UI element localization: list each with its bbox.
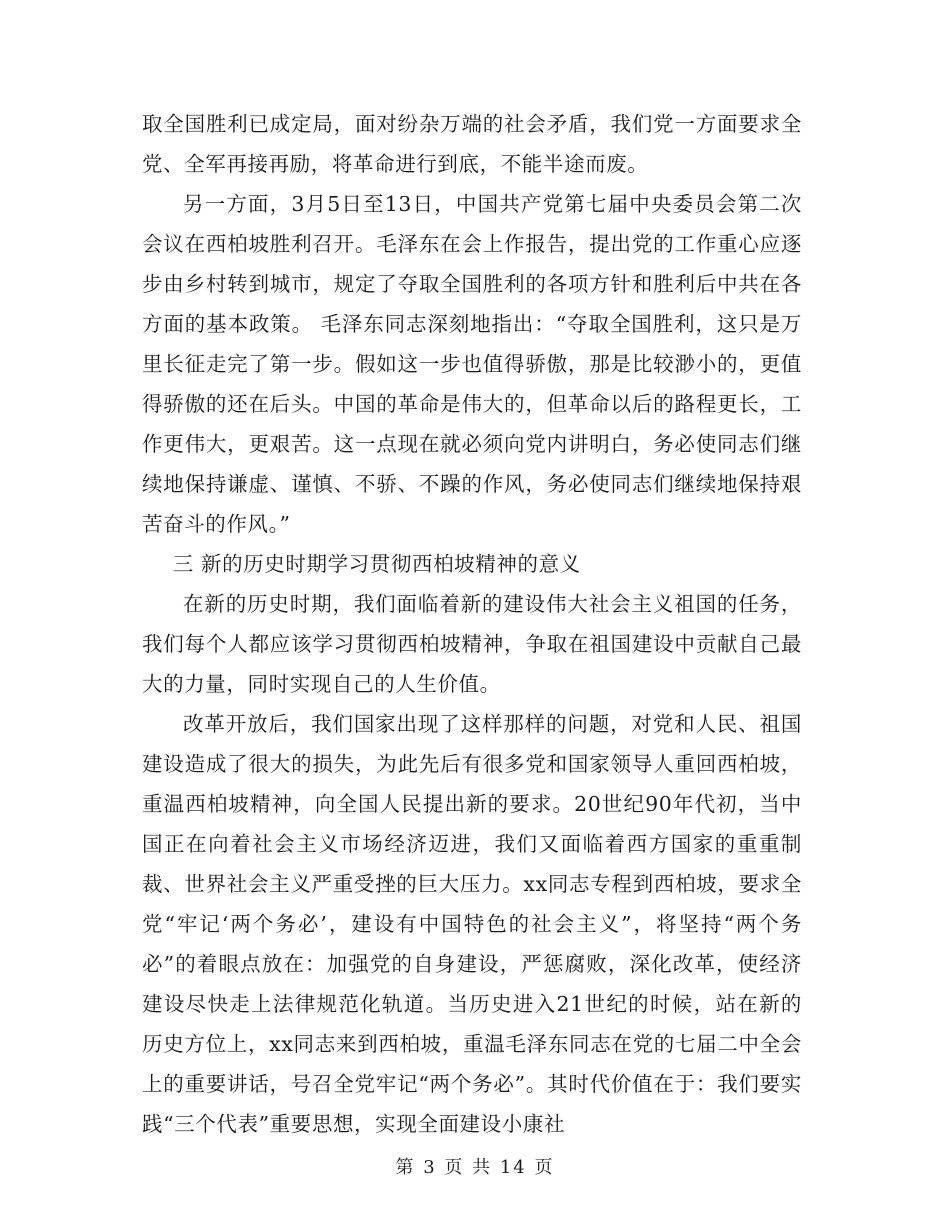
page-number-footer: 第 3 页 共 14 页 <box>395 1157 555 1178</box>
paragraph-new-era: 在新的历史时期，我们面临着新的建设伟大社会主义祖国的任务，我们每个人都应该学习贯彻西柏坡精神，争取在祖国建设中贡献自己最大的力量，同时实现自己的人生价值。 <box>142 592 802 696</box>
document-body <box>142 104 802 1144</box>
paragraph-reform: 改革开放后，我们国家出现了这样那样的问题，对党和人民、祖国建设造成了很大的损失，为此先后有很多党和国家领导人重回西柏坡，重温西柏坡精神，向全国人民提出新的要求。20世纪90年代初，当中国正在向着社会主义市场经济迈进，我们又面临着西方国家的重重制裁、世界社会主义严重受挫的巨大压力。xx同志专程到西柏坡，要求全党“牢记‘两个务必’，建设有中国特色的社会主义”，将坚持“两个务必”的着眼点放在：加强党的自身建设，严惩腐败，深化改革，使经济建设尽快走上法律规范化轨道。当历史进入21世纪的时候，站在新的历史方位上，xx同志来到西柏坡，重温毛泽东同志在党的七届二中全会上的重要讲话，号召全党牢记“两个务必”。其时代价值在于：我们要实践“三个代表”重要思想，实现全面建设小康社 <box>142 712 802 1136</box>
paragraph-second-plenum: 另一方面，3月5日至13日，中国共产党第七届中央委员会第二次会议在西柏坡胜利召开。毛泽东在会上作报告，提出党的工作重心应逐步由乡村转到城市，规定了夺取全国胜利的各项方针和胜利后中共在各方面的基本政策。 毛泽东同志深刻地指出：“夺取全国胜利，这只是万里长征走完了第一步。假如这一步也值得骄傲，那是比较渺小的，更值得骄傲的还在后头。中国的革命是伟大的，但革命以后的路程更长，工作更伟大，更艰苦。这一点现在就必须向党内讲明白，务必使同志们继续地保持谦虚、谨慎、不骄、不躁的作风，务必使同志们继续地保持艰苦奋斗的作风。” <box>142 192 802 536</box>
paragraph-continuation: 取全国胜利已成定局，面对纷杂万端的社会矛盾，我们党一方面要求全党、全军再接再励，将革命进行到底，不能半途而废。 <box>142 112 802 176</box>
section-heading: 三 新的历史时期学习贯彻西柏坡精神的意义 <box>172 552 581 576</box>
